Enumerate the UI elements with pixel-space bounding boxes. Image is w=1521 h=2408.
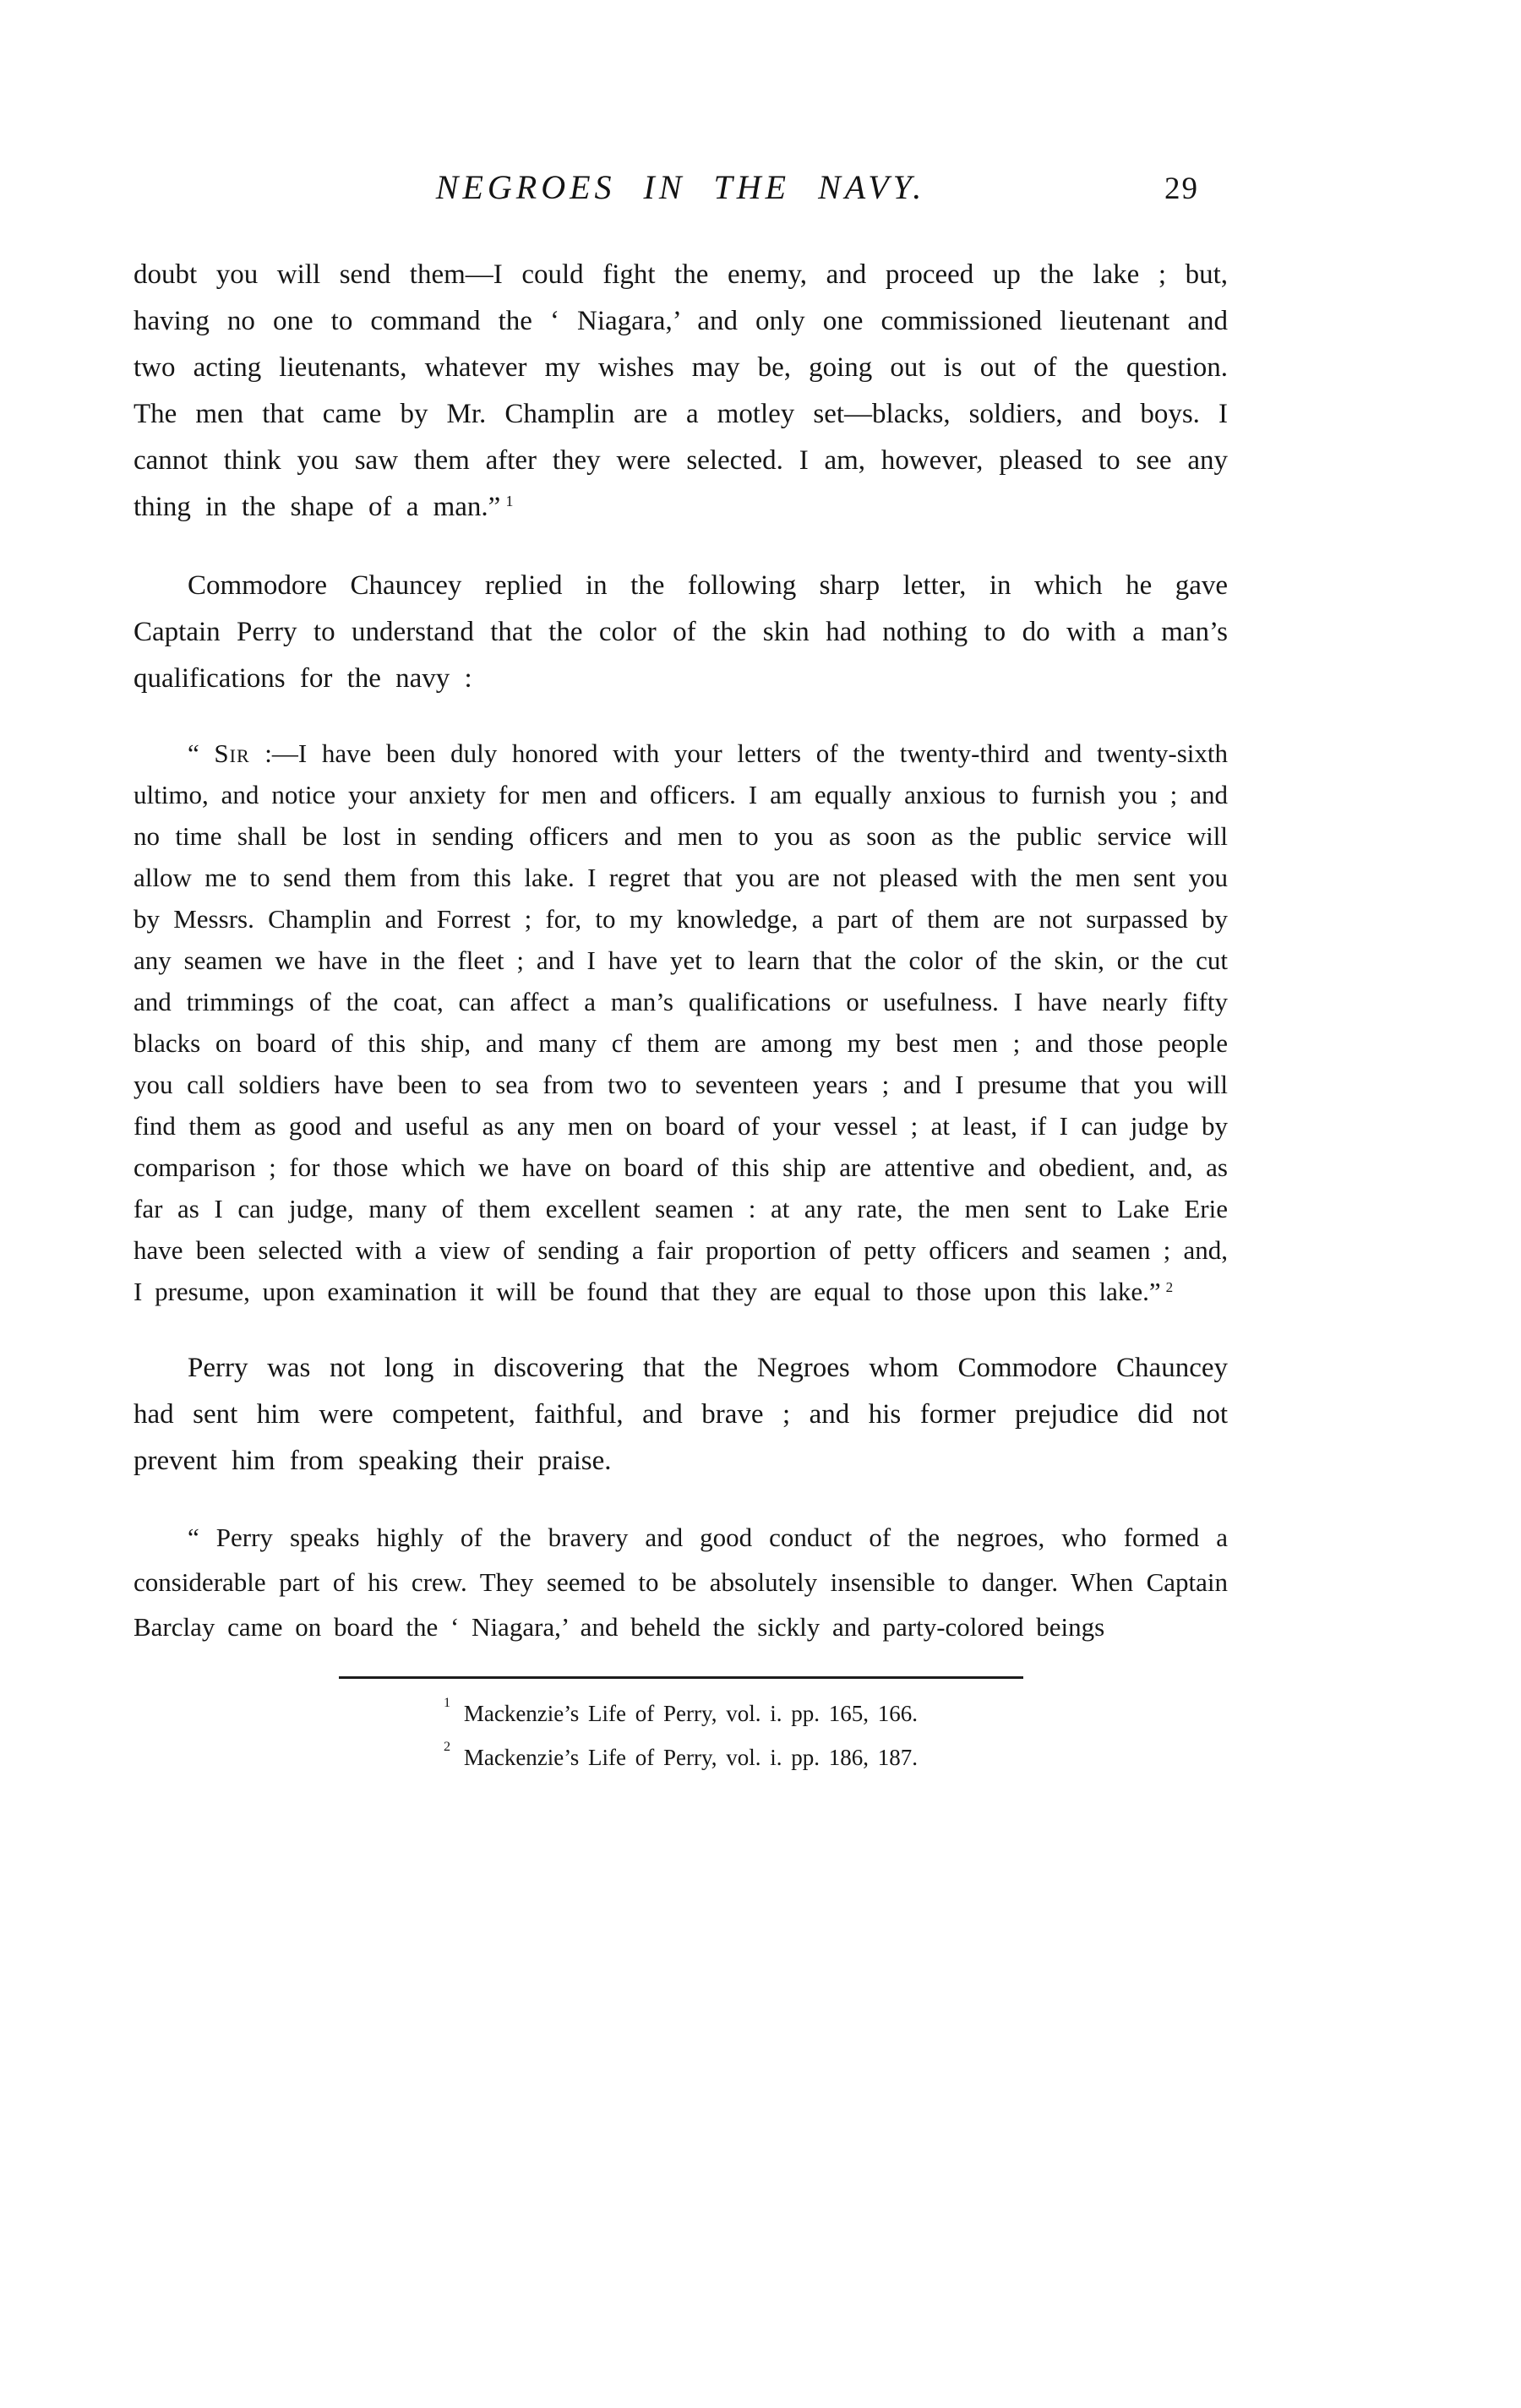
text-block [134, 252, 1228, 1649]
footnote-marker-2: 2 [1165, 1278, 1174, 1295]
paragraph-continuation-text: doubt you will send them—I could fight the enemy, and proceed up the lake ; but, having no one to command the ‘ Niagara,’ and only one commissioned lieutenant and two acting lieutenants, whatever my wishes may be, going out is out of the question. The men that came by Mr. Champlin are a motley set—blacks, soldiers, and boys. I cannot think you saw them after they were selected. I am, however, pleased to see any thing in the shape of a man.” [134, 259, 1228, 522]
paragraph-continuation [134, 252, 1228, 534]
footnote-rule [339, 1676, 1023, 1679]
paragraph-quote-continued: “ Perry speaks highly of the bravery and good conduct of the negroes, who formed a considerable part of his crew. They seemed to be absolutely insensible to danger. When Captain Barclay came on board the ‘ Niagara,’ and beheld the sickly and party-colored beings [134, 1523, 1228, 1642]
footnote-2-marker: 2 [444, 1738, 451, 1754]
footnote-2-text: Mackenzie’s Life of Perry, vol. i. pp. 186, 187. [455, 1745, 918, 1770]
letter-opening-quote: “ [188, 738, 215, 768]
paragraph-narrative-1: Commodore Chauncey replied in the following sharp letter, in which he gave Captain Perry to understand that the color of the skin had nothing to do with a man’s qualifications for the navy : [134, 570, 1228, 694]
footnote-1-marker: 1 [444, 1694, 451, 1710]
page-title: NEGROES IN THE NAVY. [435, 168, 926, 206]
paragraph-narrative-2: Perry was not long in discovering that the Negroes whom Commodore Chauncey had sent him were competent, faithful, and brave ; and his former prejudice did not prevent him from speaking their praise. [134, 1353, 1228, 1476]
paragraph-letter [134, 733, 1228, 1316]
running-header [134, 167, 1228, 213]
footnote-2 [134, 1733, 1228, 1777]
footnote-marker-1: 1 [505, 493, 514, 510]
footnote-1 [134, 1689, 1228, 1733]
footnote-1-text: Mackenzie’s Life of Perry, vol. i. pp. 165, 166. [455, 1701, 918, 1726]
footnote-area [134, 1676, 1228, 1777]
letter-salutation: Sir [214, 738, 250, 768]
page-number: 29 [1164, 172, 1199, 206]
letter-body-text: :—I have been duly honored with your letters of the twenty-third and twenty-sixth ultimo, and notice your anxiety for men and officers. I am equally anxious to furnish you ; and no time shall be lost in sending officers and men to you as soon as the public service will allow me to send them from this lake. I regret that you are not pleased with the men sent you by Messrs. Champlin and Forrest ; for, to my knowledge, a part of them are not surpassed by any seamen we have in the fleet ; and I have yet to learn that the color of the skin, or the cut and trimmings of the coat, can affect a man’s qualifications or usefulness. I have nearly fifty blacks on board of this ship, and many cf them are among my best men ; and those people you call soldiers have been to sea from two to seventeen years ; and I presume that you will find them as good and useful as any men on board of your vessel ; at least, if I can judge by comparison ; for those which we have on board of this ship are attentive and obedient, and, as far as I can judge, many of them excellent seamen : at any rate, the men sent to Lake Erie have been selected with a view of sending a fair proportion of petty officers and seamen ; and, I presume, upon examination it will be found that they are equal to those upon this lake.” [134, 738, 1228, 1306]
